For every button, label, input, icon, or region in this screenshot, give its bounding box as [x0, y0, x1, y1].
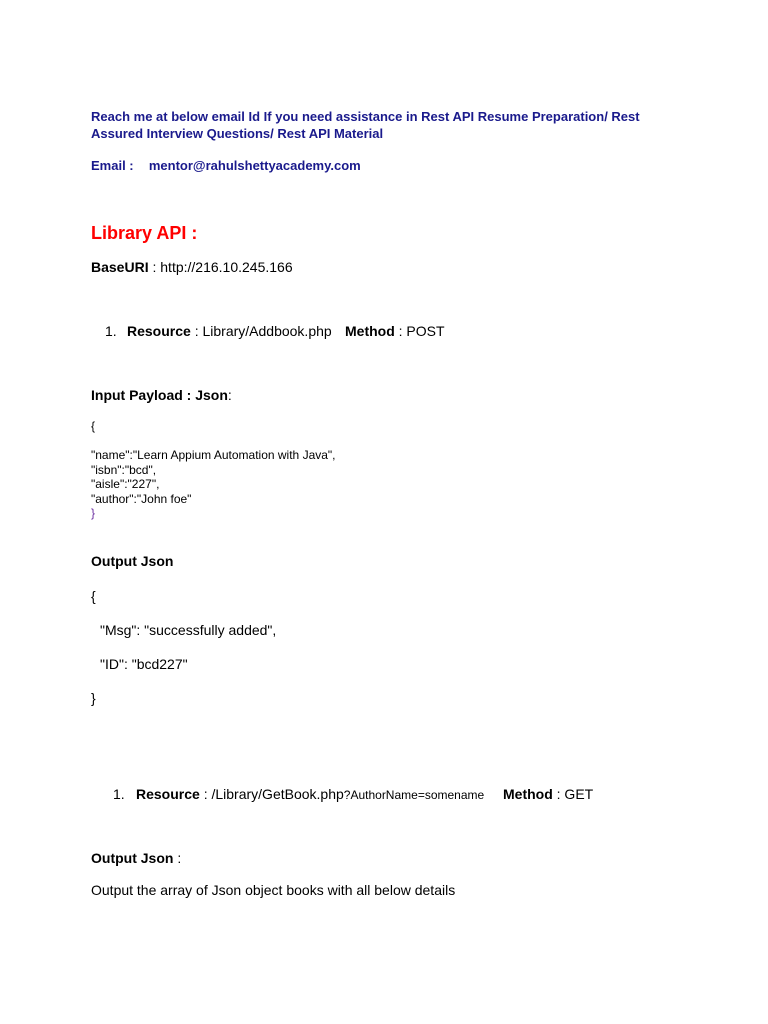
payload-line-isbn: "isbn":"bcd",	[91, 462, 157, 477]
contact-line-2: Assured Interview Questions/ Rest API Material	[91, 126, 384, 141]
resource-2-query: ?AuthorName=somename	[343, 788, 485, 802]
input-payload-line	[91, 387, 232, 403]
resource-2-label: Resource	[136, 786, 200, 802]
input-payload-colon: :	[227, 387, 232, 403]
email-label: Email :	[91, 158, 134, 173]
base-uri-label: BaseURI	[91, 259, 149, 275]
output-1-close-brace: }	[91, 690, 96, 706]
payload-close-brace: }	[91, 506, 96, 520]
resource-2-value: : /Library/GetBook.php	[199, 786, 344, 802]
input-payload-label: Input Payload : Json	[91, 387, 228, 403]
email-line	[91, 158, 361, 173]
payload-body	[91, 448, 336, 521]
output-1-label-text: Output Json	[91, 553, 174, 569]
output-2-description: Output the array of Json object books with all below details	[91, 882, 456, 898]
contact-line-1: Reach me at below email Id If you need assistance in Rest API Resume Preparation/ Rest	[91, 109, 640, 124]
resource-2-line	[136, 786, 484, 802]
resource-1-number: 1.	[105, 323, 117, 339]
output-2-label: Output Json	[91, 850, 174, 866]
method-2-value: : GET	[552, 786, 594, 802]
base-uri-value[interactable]: http://216.10.245.166	[160, 259, 293, 275]
email-address[interactable]: mentor@rahulshettyacademy.com	[148, 158, 361, 173]
method-1-line	[345, 323, 445, 339]
resource-1-value: : Library/Addbook.php	[190, 323, 332, 339]
base-uri-separator: :	[148, 259, 161, 275]
method-2-label: Method	[503, 786, 553, 802]
output-2-line	[91, 850, 181, 866]
payload-open-brace: {	[91, 419, 96, 433]
method-1-label: Method	[345, 323, 395, 339]
output-1-msg-line: "Msg": "successfully added",	[100, 622, 277, 638]
method-1-value: : POST	[394, 323, 445, 339]
base-uri-line	[91, 259, 293, 275]
payload-line-aisle: "aisle":"227",	[91, 477, 160, 491]
output-2-colon: :	[173, 850, 182, 866]
output-1-label	[91, 553, 173, 569]
output-1-id-line: "ID": "bcd227"	[100, 656, 188, 672]
resource-1-line	[127, 323, 332, 339]
output-1-open-brace: {	[91, 588, 96, 604]
resource-1-label: Resource	[127, 323, 191, 339]
method-2-line	[503, 786, 593, 802]
resource-2-number: 1.	[113, 786, 125, 802]
payload-line-author: "author":"John foe"	[91, 491, 192, 506]
payload-line-name: "name":"Learn Appium Automation with Java",	[91, 448, 336, 462]
section-heading: Library API :	[91, 223, 198, 243]
